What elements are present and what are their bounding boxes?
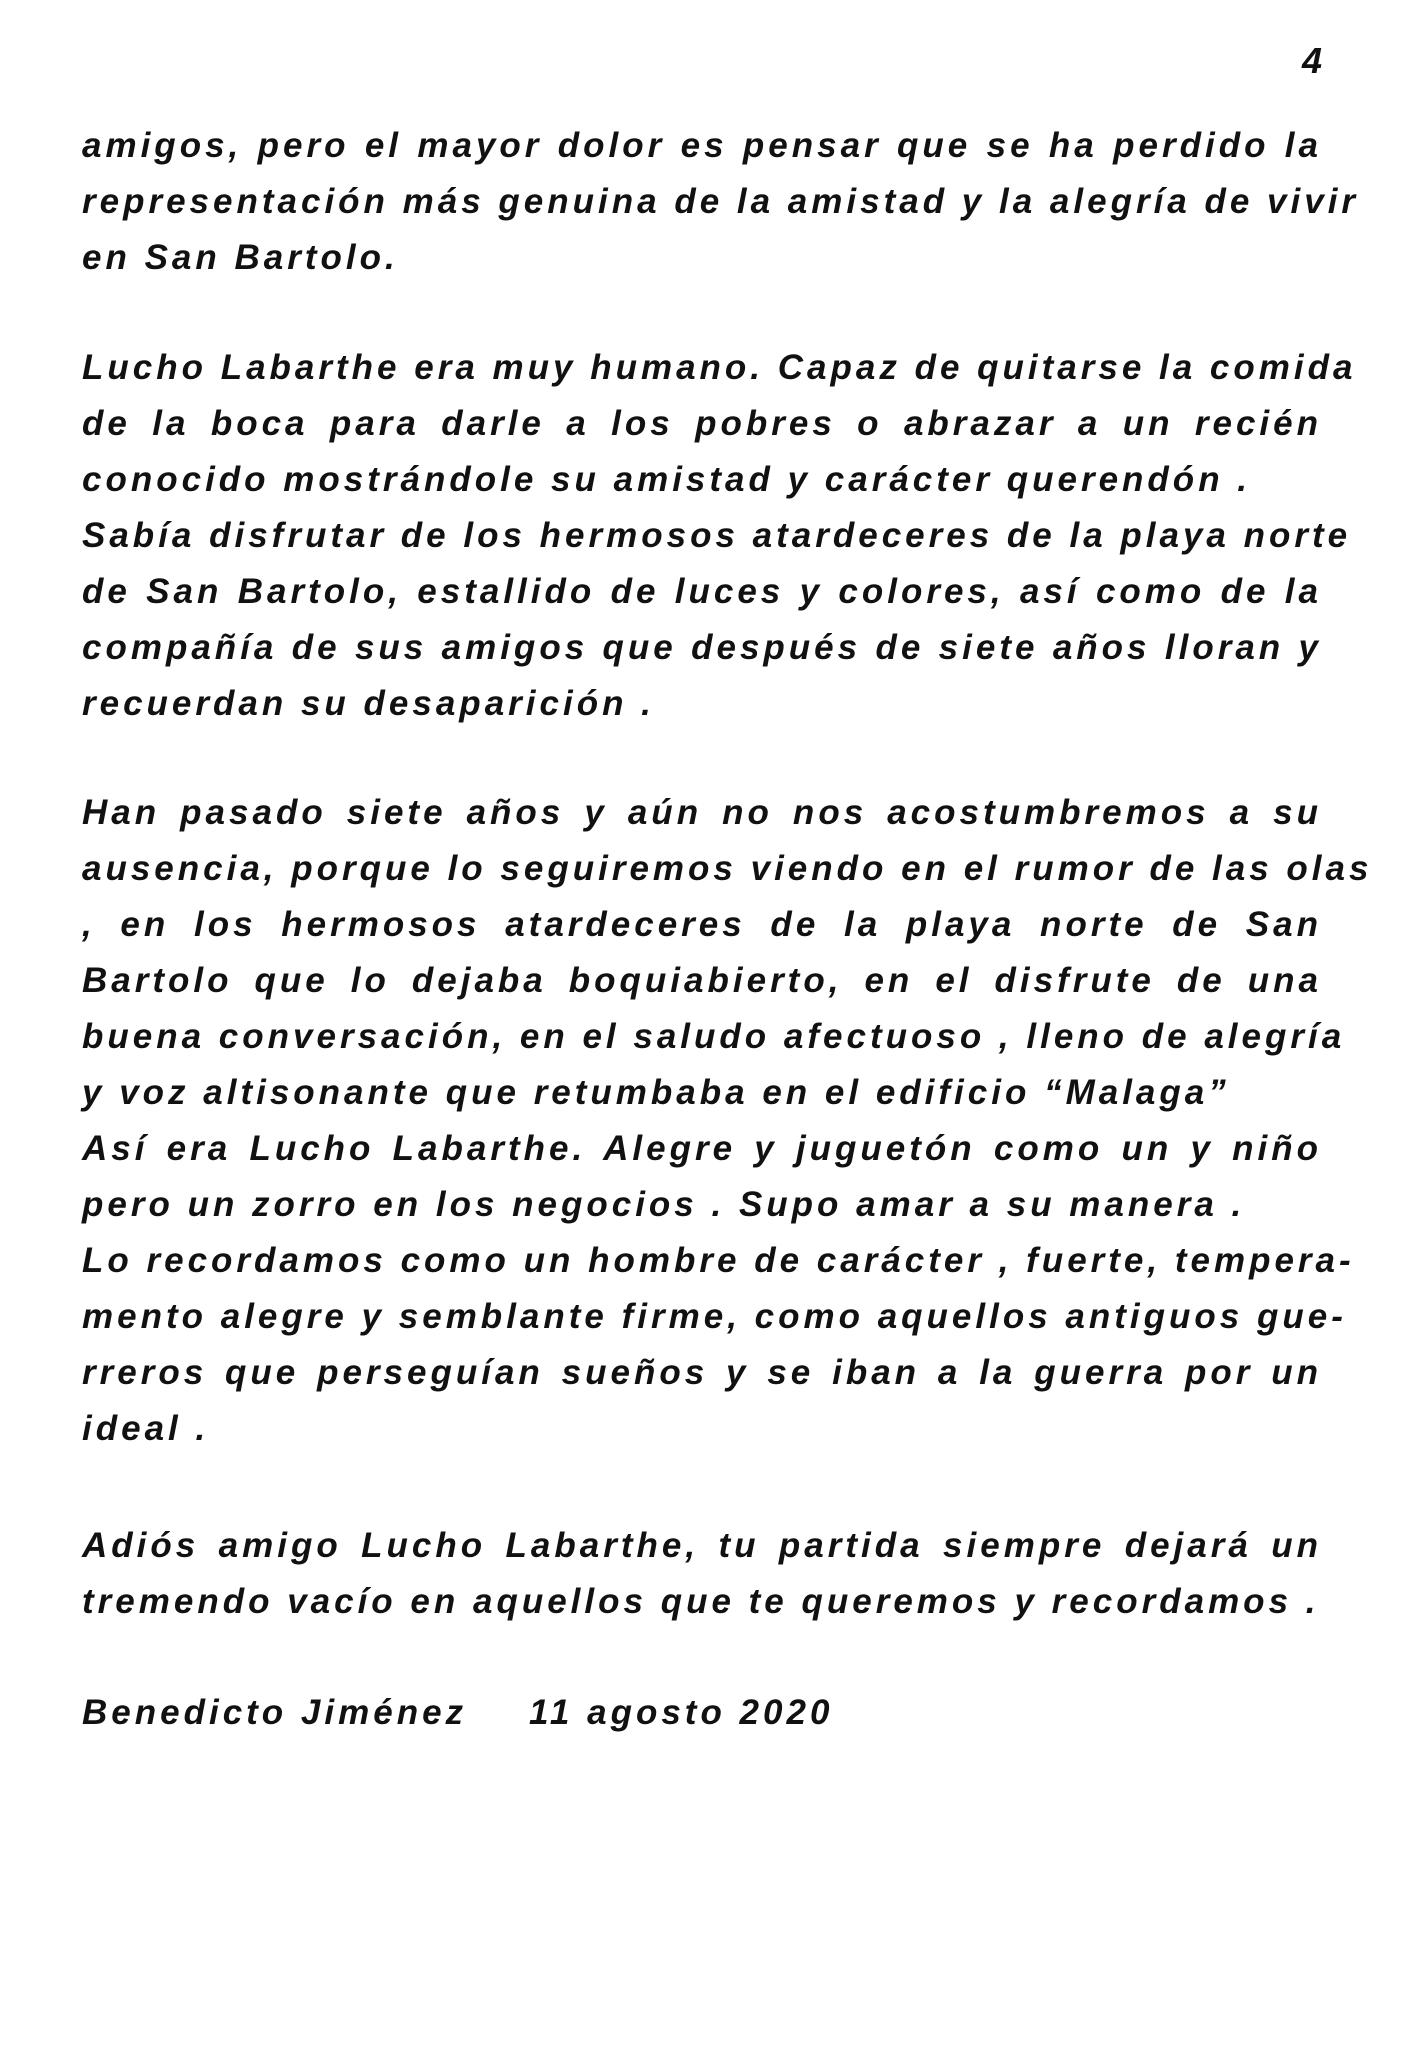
paragraph-line: de la boca para darle a los pobres o abrazar a un recién bbox=[82, 404, 1322, 443]
signature-author: Benedicto Jiménez bbox=[82, 1693, 468, 1732]
paragraph-line: Sabía disfrutar de los hermosos atardeceres de la playa norte bbox=[82, 516, 1352, 555]
paragraph-line: Lucho Labarthe era muy humano. Capaz de quitarse la comida bbox=[82, 348, 1357, 387]
paragraph-line: amigos, pero el mayor dolor es pensar que se ha perdido la bbox=[82, 126, 1322, 165]
paragraph-line: recuerdan su desaparición . bbox=[82, 684, 655, 723]
paragraph-line: pero un zorro en los negocios . Supo amar a su manera . bbox=[82, 1185, 1246, 1224]
paragraph-line: compañía de sus amigos que después de siete años lloran y bbox=[82, 628, 1322, 667]
paragraph-line: Así era Lucho Labarthe. Alegre y juguetón como un y niño bbox=[82, 1129, 1322, 1168]
paragraph-3 bbox=[82, 785, 1373, 1457]
paragraph-line: ausencia, porque lo seguiremos viendo en el rumor de las olas bbox=[82, 849, 1373, 888]
paragraph-line: ideal . bbox=[82, 1409, 210, 1448]
signature-line bbox=[82, 1685, 1322, 1741]
paragraph-line: y voz altisonante que retumbaba en el edificio “Malaga” bbox=[82, 1073, 1230, 1112]
paragraph-line: Adiós amigo Lucho Labarthe, tu partida siempre dejará un bbox=[82, 1526, 1322, 1565]
paragraph-line: tremendo vacío en aquellos que te queremos y recordamos . bbox=[82, 1582, 1320, 1621]
paragraph-2 bbox=[82, 340, 1357, 732]
signature bbox=[82, 1685, 1322, 1741]
page-number: 4 bbox=[1301, 40, 1324, 81]
paragraph-line: Lo recordamos como un hombre de carácter , fuerte, tempera- bbox=[82, 1241, 1355, 1280]
paragraph-line: en San Bartolo. bbox=[82, 238, 399, 277]
paragraph-line: , en los hermosos atardeceres de la playa norte de San bbox=[82, 905, 1322, 944]
paragraph-line: buena conversación, en el saludo afectuoso , lleno de alegría bbox=[82, 1017, 1346, 1056]
paragraph-4 bbox=[82, 1518, 1322, 1630]
paragraph-1 bbox=[82, 118, 1360, 286]
paragraph-line: conocido mostrándole su amistad y carácter querendón . bbox=[82, 460, 1252, 499]
paragraph-line: Bartolo que lo dejaba boquiabierto, en el disfrute de una bbox=[82, 961, 1322, 1000]
paragraph-line: rreros que perseguían sueños y se iban a la guerra por un bbox=[82, 1353, 1322, 1392]
signature-date: 11 agosto 2020 bbox=[529, 1693, 834, 1732]
paragraph-line: de San Bartolo, estallido de luces y colores, así como de la bbox=[82, 572, 1322, 611]
paragraph-line: Han pasado siete años y aún no nos acostumbremos a su bbox=[82, 793, 1322, 832]
paragraph-line: representación más genuina de la amistad y la alegría de vivir bbox=[82, 182, 1360, 221]
paragraph-line: mento alegre y semblante firme, como aquellos antiguos gue- bbox=[82, 1297, 1347, 1336]
